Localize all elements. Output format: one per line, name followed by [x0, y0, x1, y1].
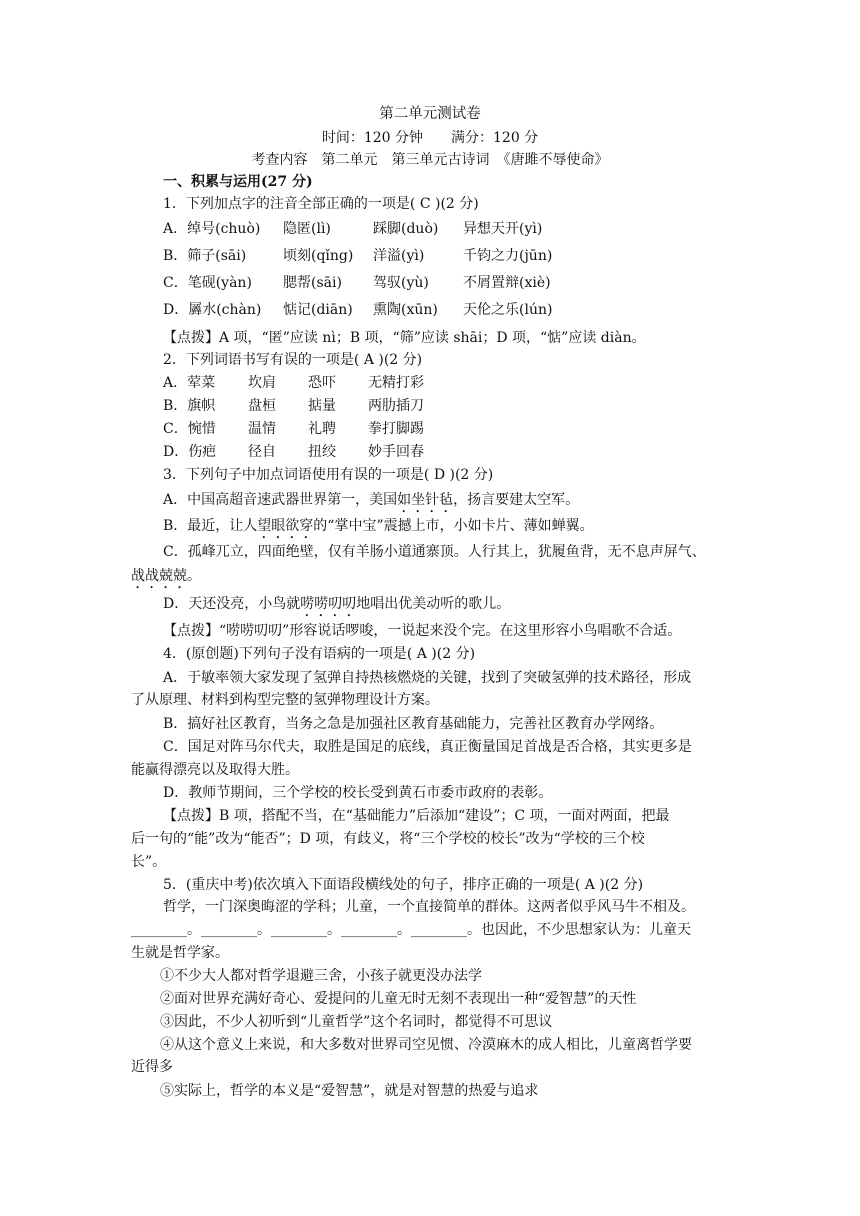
option-cell: 两肋插刀	[368, 398, 424, 414]
sentence-text: D．天还没亮，小鸟就	[163, 596, 301, 612]
option-cell: 千钧之力(jūn)	[463, 248, 553, 264]
sentence-text: 。	[187, 568, 201, 584]
q5-passage-line3: 生就是哲学家。	[131, 945, 229, 961]
q3-option-c-line1: C．孤峰兀立，四面绝壁，仅有羊肠小道通寨顶。人行其上，犹履鱼背，无不息声屏气、	[163, 544, 706, 560]
exam-scope: 考查内容 第二单元 第三单元古诗词 《唐雎不辱使命》	[251, 152, 609, 168]
option-cell: 异想天开(yì)	[463, 221, 543, 237]
q5-passage-line1: 哲学，一门深奥晦涩的学科；儿童，一个直接简单的群体。这两者似乎风马牛不相及。	[163, 899, 695, 915]
sentence-text: 地唱出优美动听的歌儿。	[356, 596, 511, 612]
dotted-phrase: 战战兢兢	[131, 568, 187, 584]
q3-option-b	[163, 516, 594, 542]
option-cell: A．绰号(chuò)	[163, 221, 261, 237]
option-cell: B．旗帜	[163, 398, 216, 414]
q4-option-d: D．教师节期间，三个学校的校长受到黄石市委市政府的表彰。	[163, 785, 553, 801]
q5-item: ③因此，不少人初听到“儿童哲学”这个名词时，都觉得不可思议	[160, 1014, 553, 1030]
section-heading: 一、积累与运用(27 分)	[163, 174, 313, 190]
option-cell: C．惋惜	[163, 421, 216, 437]
option-cell: 驾驭(yù)	[373, 275, 429, 291]
option-cell: 天伦之乐(lún)	[463, 302, 553, 318]
option-cell: 顷刻(qǐng)	[283, 248, 354, 264]
q3-stem: 3．下列句子中加点词语使用有误的一项是( D )(2 分)	[163, 467, 494, 483]
option-cell: 不屑置辩(xiè)	[463, 275, 551, 291]
option-cell: A．荤菜	[163, 375, 216, 391]
sentence-text: ，扬言要建太空军。	[453, 492, 580, 508]
option-cell: 熏陶(xūn)	[373, 302, 438, 318]
option-cell: 隐匿(lì)	[283, 221, 331, 237]
q4-option-b: B．搞好社区教育，当务之急是加强社区教育基础能力，完善社区教育办学网络。	[163, 716, 664, 732]
q2-stem: 2．下列词语书写有误的一项是( A )(2 分)	[163, 352, 423, 368]
q4-option-c-line2: 能赢得漂亮以及取得大胜。	[131, 762, 299, 778]
q4-option-a-line1: A．于敏率领大家发现了氢弹自持热核燃烧的关键，找到了突破氢弹的技术路径，形成	[163, 670, 692, 686]
option-cell: 温情	[248, 421, 276, 437]
page-title: 第二单元测试卷	[379, 106, 481, 122]
sentence-text: B．最近，让人	[163, 518, 258, 534]
option-cell: 掂量	[308, 398, 336, 414]
q4-option-a-line2: 了从原理、材料到构型完整的氢弹物理设计方案。	[131, 692, 439, 708]
q3-option-c-line2	[131, 566, 201, 592]
option-cell: 礼聘	[308, 421, 336, 437]
q1-stem: 1．下列加点字的注音全部正确的一项是( C )(2 分)	[163, 196, 479, 212]
sentence-text: A．中国高超音速武器世界第一，美国	[163, 492, 398, 508]
option-cell: 无精打彩	[368, 375, 424, 391]
q5-item: ④从这个意义上来说，和大多数对世界司空见惯、冷漠麻木的成人相比，儿童离哲学要	[160, 1037, 692, 1053]
option-cell: 腮帮(sāi)	[283, 275, 342, 291]
dotted-phrase: 如坐针毡	[397, 492, 454, 508]
q4-tip-line1: 【点拨】B 项，搭配不当，在“基础能力”后添加“建设”；C 项，一面对两面，把最	[163, 808, 670, 824]
option-cell: 妙手回春	[368, 444, 424, 460]
q3-option-a	[163, 490, 579, 516]
option-cell: D．伤疤	[163, 444, 217, 460]
q4-stem: 4．(原创题)下列句子没有语病的一项是( A )(2 分)	[163, 646, 476, 662]
option-cell: B．筛子(sāi)	[163, 248, 247, 264]
option-cell: 盘桓	[248, 398, 276, 414]
q5-stem: 5．(重庆中考)依次填入下面语段横线处的句子，排序正确的一项是( A )(2 分)	[163, 877, 644, 893]
q3-tip: 【点拨】“唠唠叨叨”形容说话啰唆，一说起来没个完。在这里形容小鸟唱歌不合适。	[163, 623, 682, 639]
q5-item: ②面对世界充满好奇心、爱提问的儿童无时无刻不表现出一种“爱智慧”的天性	[160, 991, 637, 1007]
option-cell: 恐吓	[308, 375, 336, 391]
q4-option-c-line1: C．国足对阵马尔代夫，取胜是国足的底线，真正衡量国足首战是否合格，其实更多是	[163, 739, 692, 755]
q3-option-d	[163, 594, 510, 620]
q4-tip-line3: 长”。	[131, 854, 167, 870]
option-cell: 扭绞	[308, 444, 336, 460]
dotted-phrase: 望眼欲穿	[257, 518, 314, 534]
q5-passage-line2: ________。________。________。________。________。也因此，不少思想家认为：儿童天	[131, 922, 691, 938]
sentence-text: 的“掌中宝”震撼上市，小如卡片、薄如蝉翼。	[313, 518, 594, 534]
exam-time-info: 时间：120 分钟 满分：120 分	[321, 130, 539, 146]
q5-item: ⑤实际上，哲学的本义是“爱智慧”，就是对智慧的热爱与追求	[160, 1083, 539, 1099]
option-cell: 踩脚(duò)	[373, 221, 439, 237]
option-cell: D．羼水(chàn)	[163, 302, 262, 318]
option-cell: 拳打脚踢	[368, 421, 424, 437]
q5-item-continued: 近得多	[131, 1059, 173, 1075]
q4-tip-line2: 后一句的“能”改为“能否”；D 项，有歧义，将“三个学校的校长”改为“学校的三个校	[131, 831, 645, 847]
option-cell: C．笔砚(yàn)	[163, 275, 252, 291]
option-cell: 洋溢(yì)	[373, 248, 425, 264]
option-cell: 径自	[248, 444, 276, 460]
dotted-phrase: 唠唠叨叨	[300, 596, 357, 612]
q5-item: ①不少大人都对哲学退避三舍，小孩子就更没办法学	[160, 968, 482, 984]
q1-tip: 【点拨】A 项，“匿”应读 nì；B 项，“筛”应读 shāi；D 项，“惦”应读 diàn。	[163, 330, 646, 346]
option-cell: 惦记(diān)	[283, 302, 353, 318]
option-cell: 坎肩	[248, 375, 276, 391]
